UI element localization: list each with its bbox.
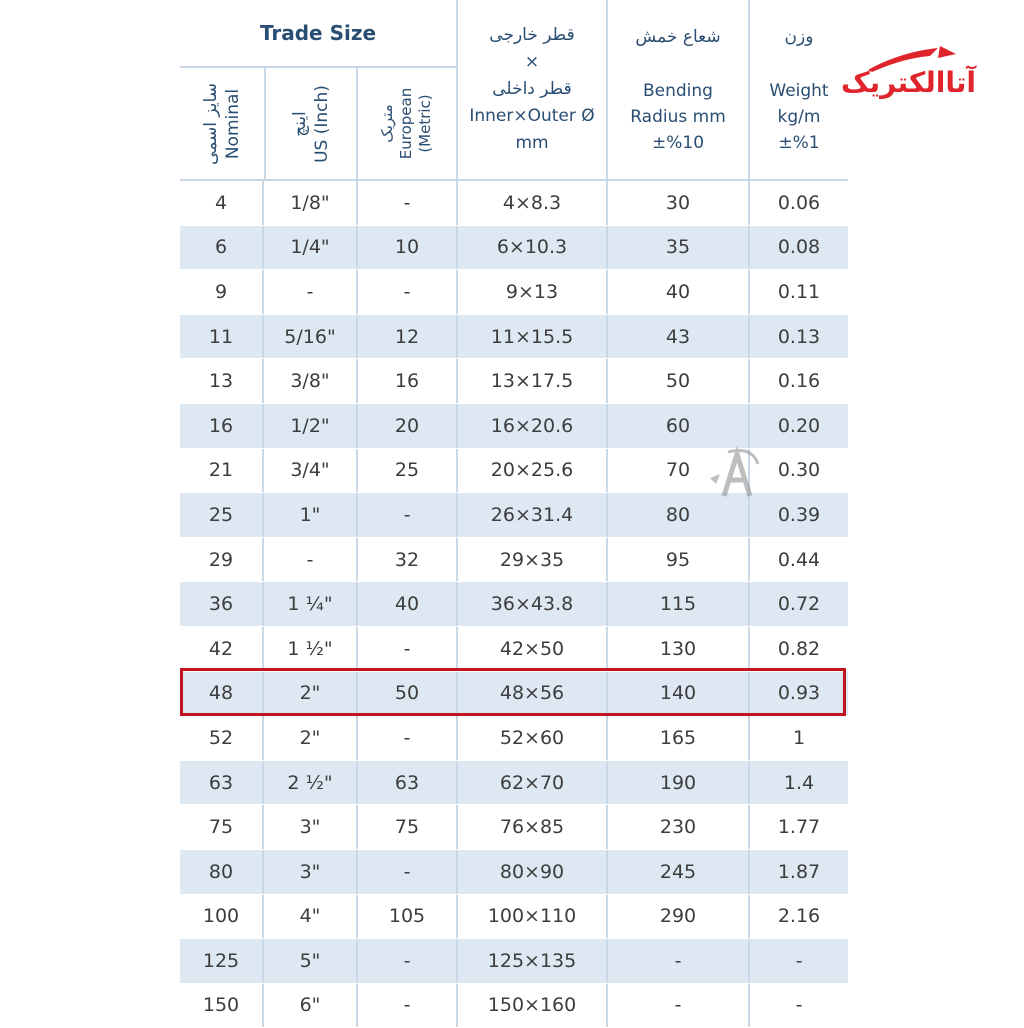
us-inch-cell: 6" xyxy=(264,984,358,1028)
bending-heading-en1: Bending xyxy=(643,80,713,101)
weight-cell: 0.72 xyxy=(777,593,821,616)
bending-radius-cell: 245 xyxy=(608,850,750,894)
nominal-heading xyxy=(180,68,264,179)
table-row xyxy=(180,895,848,940)
weight-cell: 1.77 xyxy=(777,816,821,839)
bending-radius-cell: - xyxy=(608,939,750,983)
weight-cell: 2.16 xyxy=(777,905,821,928)
weight-cell: 1.4 xyxy=(783,771,815,794)
bending-radius-cell: 80 xyxy=(608,493,750,537)
table-row xyxy=(180,315,848,360)
nominal-cell: 9 xyxy=(180,270,264,314)
european-cell: - xyxy=(358,939,458,983)
bending-radius-cell: 60 xyxy=(608,404,750,448)
bending-radius-cell: 290 xyxy=(608,895,750,939)
nominal-cell: 4 xyxy=(180,181,264,225)
diameter-cell: 4×8.3 xyxy=(458,181,608,225)
watermark-logo-icon xyxy=(706,444,768,502)
european-cell: - xyxy=(358,627,458,671)
us-inch-cell: 1/8" xyxy=(264,181,358,225)
bending-radius-cell: 50 xyxy=(608,359,750,403)
diameter-cell: 80×90 xyxy=(458,850,608,894)
european-cell: 40 xyxy=(358,582,458,626)
table-row xyxy=(180,359,848,404)
diameter-cell: 76×85 xyxy=(458,805,608,849)
european-cell: 16 xyxy=(358,359,458,403)
us-inch-cell: 2 ½" xyxy=(264,761,358,805)
us-inch-cell: 1 ½" xyxy=(264,627,358,671)
bending-heading xyxy=(608,0,748,179)
european-cell: - xyxy=(358,181,458,225)
table-row xyxy=(180,627,848,672)
table-row xyxy=(180,805,848,850)
nominal-cell: 100 xyxy=(180,895,264,939)
bending-radius-cell: 190 xyxy=(608,761,750,805)
bending-radius-cell: 130 xyxy=(608,627,750,671)
bending-radius-cell: 115 xyxy=(608,582,750,626)
weight-cell: 0.08 xyxy=(777,236,821,259)
bending-radius-cell: - xyxy=(608,984,750,1028)
nominal-cell: 25 xyxy=(180,493,264,537)
weight-heading-fa: وزن xyxy=(784,26,814,47)
bending-radius-cell: 140 xyxy=(608,672,750,716)
weight-heading-en3: ±%1 xyxy=(778,132,820,153)
european-cell: 75 xyxy=(358,805,458,849)
table-row xyxy=(180,939,848,984)
weight-cell: 0.13 xyxy=(777,325,821,348)
diameter-cell: 9×13 xyxy=(458,270,608,314)
us-inch-cell: - xyxy=(264,538,358,582)
nominal-cell: 6 xyxy=(180,226,264,270)
us-inch-heading xyxy=(266,68,356,179)
diameter-cell: 16×20.6 xyxy=(458,404,608,448)
nominal-cell: 21 xyxy=(180,449,264,493)
european-heading-en1: European xyxy=(397,87,416,160)
weight-heading xyxy=(750,0,848,179)
table-row xyxy=(180,672,848,717)
diameter-cell: 48×56 xyxy=(458,672,608,716)
diameter-cell: 52×60 xyxy=(458,716,608,760)
european-cell: 12 xyxy=(358,315,458,359)
us-inch-cell: 5" xyxy=(264,939,358,983)
bending-radius-cell: 165 xyxy=(608,716,750,760)
us-inch-cell: 3" xyxy=(264,805,358,849)
table-row xyxy=(180,582,848,627)
weight-cell: - xyxy=(795,949,803,972)
nominal-cell: 150 xyxy=(180,984,264,1028)
bending-radius-cell: 40 xyxy=(608,270,750,314)
us-heading-en: US (Inch) xyxy=(312,84,332,163)
diameter-cell: 125×135 xyxy=(458,939,608,983)
nominal-cell: 16 xyxy=(180,404,264,448)
european-cell: 32 xyxy=(358,538,458,582)
diameter-heading-fa1: قطر خارجی xyxy=(489,25,575,45)
weight-cell: 0.39 xyxy=(777,503,821,526)
diameter-cell: 6×10.3 xyxy=(458,226,608,270)
bending-radius-cell: 95 xyxy=(608,538,750,582)
diameter-cell: 36×43.8 xyxy=(458,582,608,626)
diameter-cell: 62×70 xyxy=(458,761,608,805)
diameter-cell: 20×25.6 xyxy=(458,449,608,493)
weight-heading-en2: kg/m xyxy=(777,106,821,127)
table-row xyxy=(180,226,848,271)
european-cell: 50 xyxy=(358,672,458,716)
european-cell: - xyxy=(358,984,458,1028)
european-cell: - xyxy=(358,850,458,894)
european-cell: 63 xyxy=(358,761,458,805)
bending-radius-cell: 30 xyxy=(608,181,750,225)
table-body xyxy=(180,181,848,1028)
diameter-heading-en1: Inner×Outer Ø xyxy=(469,106,595,126)
diameter-cell: 150×160 xyxy=(458,984,608,1028)
table-row xyxy=(180,850,848,895)
nominal-cell: 11 xyxy=(180,315,264,359)
diameter-cell: 42×50 xyxy=(458,627,608,671)
weight-cell: 0.93 xyxy=(777,682,821,705)
european-cell: 20 xyxy=(358,404,458,448)
bending-heading-en3: ±%10 xyxy=(651,132,705,153)
european-heading-fa: متریک xyxy=(378,104,397,143)
diameter-cell: 100×110 xyxy=(458,895,608,939)
nominal-cell: 29 xyxy=(180,538,264,582)
weight-cell: 1 xyxy=(792,726,806,749)
european-cell: - xyxy=(358,270,458,314)
us-inch-cell: 2" xyxy=(264,672,358,716)
bending-heading-fa: شعاع خمش xyxy=(635,26,721,47)
us-inch-cell: 1" xyxy=(264,493,358,537)
logo-text: آتاالکتریک xyxy=(840,66,976,99)
us-inch-cell: 3/4" xyxy=(264,449,358,493)
weight-cell: 1.87 xyxy=(777,860,821,883)
nominal-cell: 52 xyxy=(180,716,264,760)
nominal-cell: 42 xyxy=(180,627,264,671)
us-inch-cell: 5/16" xyxy=(264,315,358,359)
nominal-heading-en: Nominal xyxy=(223,88,243,159)
us-inch-cell: 3" xyxy=(264,850,358,894)
diameter-cell: 11×15.5 xyxy=(458,315,608,359)
diameter-cell: 13×17.5 xyxy=(458,359,608,403)
nominal-cell: 63 xyxy=(180,761,264,805)
bending-radius-cell: 35 xyxy=(608,226,750,270)
nominal-cell: 75 xyxy=(180,805,264,849)
company-logo xyxy=(840,44,980,102)
diameter-heading xyxy=(458,0,606,179)
us-inch-cell: 1 ¼" xyxy=(264,582,358,626)
weight-cell: 0.82 xyxy=(777,637,821,660)
european-cell: 25 xyxy=(358,449,458,493)
european-cell: - xyxy=(358,716,458,760)
weight-cell: 0.44 xyxy=(777,548,821,571)
table-row xyxy=(180,716,848,761)
table-row xyxy=(180,404,848,449)
diameter-heading-x: × xyxy=(524,52,540,72)
us-inch-cell: 2" xyxy=(264,716,358,760)
weight-cell: - xyxy=(795,994,803,1017)
table-row xyxy=(180,984,848,1028)
diameter-heading-fa2: قطر داخلی xyxy=(492,79,572,99)
european-cell: 105 xyxy=(358,895,458,939)
trade-size-table xyxy=(180,0,848,1028)
bending-radius-cell: 230 xyxy=(608,805,750,849)
us-inch-cell: 1/2" xyxy=(264,404,358,448)
table-header xyxy=(180,0,848,181)
nominal-cell: 48 xyxy=(180,672,264,716)
diameter-cell: 26×31.4 xyxy=(458,493,608,537)
bending-heading-en2: Radius mm xyxy=(630,106,726,127)
european-cell: 10 xyxy=(358,226,458,270)
nominal-cell: 13 xyxy=(180,359,264,403)
us-inch-cell: 3/8" xyxy=(264,359,358,403)
nominal-cell: 36 xyxy=(180,582,264,626)
table-row xyxy=(180,270,848,315)
nominal-cell: 80 xyxy=(180,850,264,894)
us-inch-cell: - xyxy=(264,270,358,314)
weight-cell: 0.06 xyxy=(777,191,821,214)
us-inch-cell: 1/4" xyxy=(264,226,358,270)
diameter-cell: 29×35 xyxy=(458,538,608,582)
weight-heading-en1: Weight xyxy=(769,80,829,101)
european-heading-en2: (Metric) xyxy=(416,94,435,153)
us-inch-cell: 4" xyxy=(264,895,358,939)
table-row xyxy=(180,538,848,583)
weight-cell: 0.11 xyxy=(777,280,821,303)
table-row xyxy=(180,181,848,226)
table-row xyxy=(180,761,848,806)
diameter-heading-en2: mm xyxy=(515,133,549,153)
us-heading-fa: اینچ xyxy=(290,110,310,137)
weight-cell: 0.20 xyxy=(777,414,821,437)
bending-radius-cell: 70 xyxy=(608,449,750,493)
nominal-heading-fa: سایز اسمی xyxy=(201,82,221,165)
trade-size-heading: Trade Size xyxy=(259,21,377,45)
european-heading xyxy=(358,68,456,179)
european-cell: - xyxy=(358,493,458,537)
weight-cell: 0.16 xyxy=(777,370,821,393)
weight-cell: 0.30 xyxy=(777,459,821,482)
bending-radius-cell: 43 xyxy=(608,315,750,359)
nominal-cell: 125 xyxy=(180,939,264,983)
